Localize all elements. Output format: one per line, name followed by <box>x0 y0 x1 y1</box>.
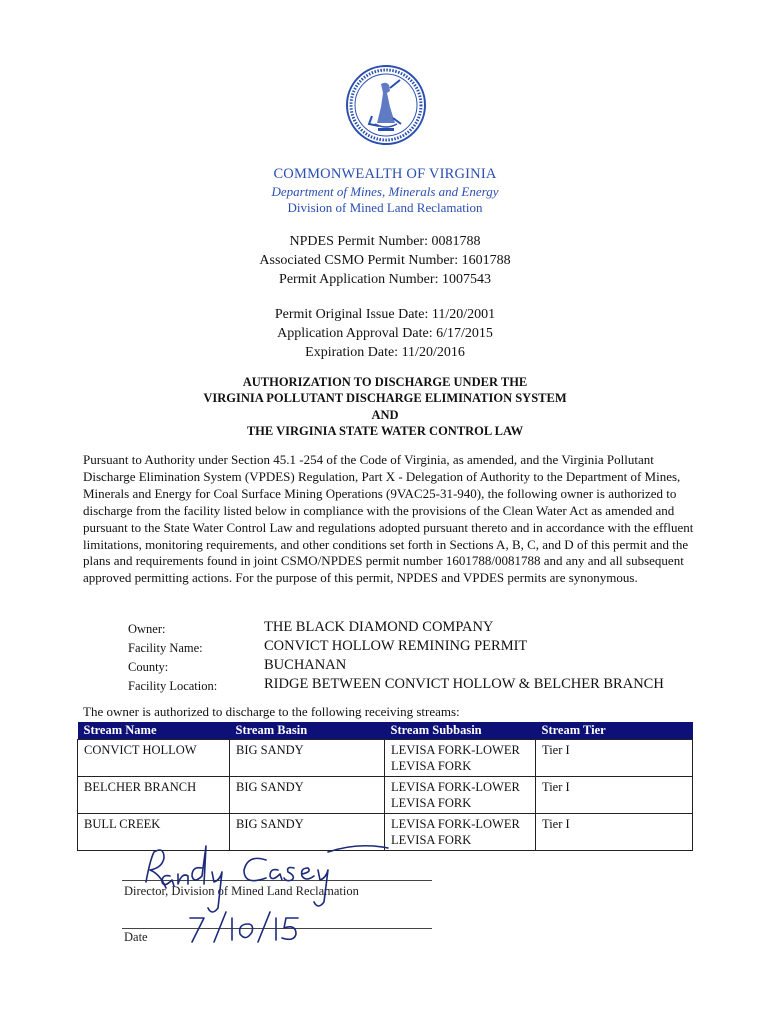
stream-basin-cell: BIG SANDY <box>230 777 385 814</box>
expiration-date: Expiration Date: 11/20/2016 <box>305 345 465 360</box>
col-stream-name: Stream Name <box>78 722 230 740</box>
county-row <box>128 657 728 676</box>
npdes-permit-number: NPDES Permit Number: 0081788 <box>289 234 481 249</box>
authorization-heading-4: THE VIRGINIA STATE WATER CONTROL LAW <box>246 424 524 438</box>
owner-row <box>128 619 728 638</box>
table-row <box>78 740 693 777</box>
virginia-seal-icon <box>345 64 427 146</box>
streams-table <box>77 722 693 851</box>
owner-value: THE BLACK DIAMOND COMPANY <box>264 619 494 635</box>
table-row <box>78 777 693 814</box>
approval-date: Application Approval Date: 6/17/2015 <box>277 326 493 341</box>
authorization-heading-3: AND <box>371 408 399 422</box>
stream-basin-cell: BIG SANDY <box>230 814 385 851</box>
stream-tier-cell: Tier I <box>536 814 693 851</box>
authority-paragraph: Pursuant to Authority under Section 45.1 -254 of the Code of Virginia, as amended, and the Virginia Pollutant Discharge Elimination System (VPDES) Regulation, Part X - Delegation of Authority to the Department of Mines, Minerals and Energy for Coal Surface Mining Operations (9VAC25-31-940), the following owner is authorized to discharge from the facility listed below in compliance with the provisions of the Clean Water Act as amended and pursuant to the State Water Control Law and regulations adopted pursuant thereto and in accordance with the effluent limitations, monitoring requirements, and other conditions set forth in Sections A, B, C, and D of this permit and the plans and requirements found in joint CSMO/NPDES permit number 1601788/0081788 and any and all subsequent approved permitting actions. For the purpose of this permit, NPDES and VPDES permits are synonymous. <box>83 452 694 586</box>
col-stream-basin: Stream Basin <box>230 722 385 740</box>
facility-location-row <box>128 676 728 695</box>
date-label: Date <box>124 930 148 944</box>
authorization-heading-1: AUTHORIZATION TO DISCHARGE UNDER THE <box>242 375 528 389</box>
county-value: BUCHANAN <box>264 657 347 673</box>
stream-basin-cell: BIG SANDY <box>230 740 385 777</box>
issue-date: Permit Original Issue Date: 11/20/2001 <box>274 307 496 322</box>
col-stream-subbasin: Stream Subbasin <box>385 722 536 740</box>
stream-subbasin-cell: LEVISA FORK-LOWER LEVISA FORK <box>385 740 536 777</box>
stream-subbasin-cell: LEVISA FORK-LOWER LEVISA FORK <box>385 777 536 814</box>
facility-name-value: CONVICT HOLLOW REMINING PERMIT <box>264 638 528 654</box>
facility-location-label: Facility Location: <box>128 679 218 693</box>
division-name: Division of Mined Land Reclamation <box>287 200 483 215</box>
handwritten-signature <box>118 838 438 948</box>
facility-location-value: RIDGE BETWEEN CONVICT HOLLOW & BELCHER BRANCH <box>264 676 664 692</box>
stream-name-cell: BELCHER BRANCH <box>78 777 230 814</box>
col-stream-tier: Stream Tier <box>536 722 693 740</box>
agency-name: COMMONWEALTH OF VIRGINIA <box>273 166 497 182</box>
director-title: Director, Division of Mined Land Reclamation <box>124 884 359 898</box>
stream-name-cell: BULL CREEK <box>78 814 230 851</box>
stream-tier-cell: Tier I <box>536 740 693 777</box>
csmo-permit-number: Associated CSMO Permit Number: 1601788 <box>259 253 511 268</box>
facility-name-row <box>128 638 728 657</box>
stream-tier-cell: Tier I <box>536 777 693 814</box>
authorization-heading-2: VIRGINIA POLLUTANT DISCHARGE ELIMINATION SYSTEM <box>203 391 567 405</box>
streams-intro: The owner is authorized to discharge to the following receiving streams: <box>83 704 460 719</box>
facility-name-label: Facility Name: <box>128 641 203 655</box>
county-label: County: <box>128 660 169 674</box>
department-name: Department of Mines, Minerals and Energy <box>271 184 499 199</box>
application-number: Permit Application Number: 1007543 <box>279 272 491 287</box>
streams-header-row <box>78 722 693 740</box>
stream-name-cell: CONVICT HOLLOW <box>78 740 230 777</box>
facility-info <box>128 619 728 695</box>
stream-subbasin-cell: LEVISA FORK-LOWER LEVISA FORK <box>385 814 536 851</box>
owner-label: Owner: <box>128 622 166 636</box>
